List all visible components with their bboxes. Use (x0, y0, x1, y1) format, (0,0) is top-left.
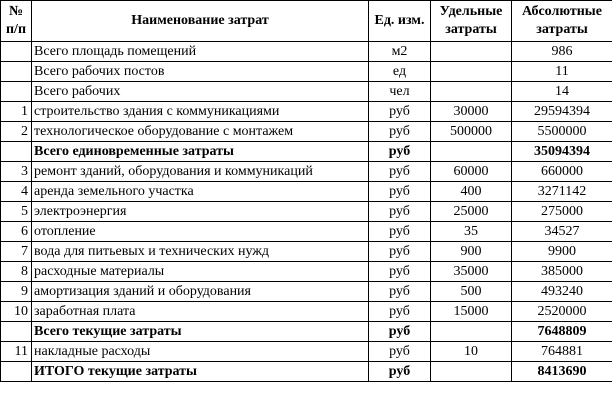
cell-specific: 30000 (431, 102, 512, 122)
cell-unit: руб (369, 262, 431, 282)
header-specific: Удельные затраты (431, 1, 512, 42)
cell-name: заработная плата (32, 302, 369, 322)
cell-num: 4 (1, 182, 32, 202)
cell-num (1, 362, 32, 382)
cell-num: 1 (1, 102, 32, 122)
cell-unit: м2 (369, 42, 431, 62)
cell-specific (431, 82, 512, 102)
cell-num: 5 (1, 202, 32, 222)
cell-absolute: 660000 (512, 162, 612, 182)
cell-name: амортизация зданий и оборудования (32, 282, 369, 302)
table-row (1, 282, 612, 302)
cell-absolute: 3271142 (512, 182, 612, 202)
table-row (1, 102, 612, 122)
cell-absolute: 764881 (512, 342, 612, 362)
cell-specific: 500 (431, 282, 512, 302)
table-row (1, 242, 612, 262)
cell-num (1, 322, 32, 342)
cell-specific: 15000 (431, 302, 512, 322)
cell-absolute: 34527 (512, 222, 612, 242)
table-row (1, 202, 612, 222)
cell-name: строительство здания с коммуникациями (32, 102, 369, 122)
cell-absolute: 29594394 (512, 102, 612, 122)
cell-absolute: 385000 (512, 262, 612, 282)
cell-absolute: 14 (512, 82, 612, 102)
cell-absolute: 2520000 (512, 302, 612, 322)
cell-unit: руб (369, 282, 431, 302)
cell-name: ремонт зданий, оборудования и коммуникаций (32, 162, 369, 182)
cell-num: 7 (1, 242, 32, 262)
cell-unit: руб (369, 122, 431, 142)
cell-name: Всего единовременные затраты (32, 142, 369, 162)
cell-unit: руб (369, 302, 431, 322)
header-unit: Ед. изм. (369, 1, 431, 42)
table-row (1, 362, 612, 382)
header-absolute: Абсолютные затраты (512, 1, 612, 42)
cell-absolute: 9900 (512, 242, 612, 262)
cell-absolute: 8413690 (512, 362, 612, 382)
table-row (1, 322, 612, 342)
cell-num: 10 (1, 302, 32, 322)
cell-unit: руб (369, 322, 431, 342)
cell-num: 6 (1, 222, 32, 242)
cell-unit: руб (369, 342, 431, 362)
cell-unit: руб (369, 162, 431, 182)
cell-specific (431, 62, 512, 82)
cell-name: ИТОГО текущие затраты (32, 362, 369, 382)
cell-absolute: 11 (512, 62, 612, 82)
cell-unit: руб (369, 202, 431, 222)
cell-unit: руб (369, 142, 431, 162)
header-name: Наименование затрат (32, 1, 369, 42)
table-row (1, 342, 612, 362)
cell-name: Всего рабочих постов (32, 62, 369, 82)
cell-specific: 900 (431, 242, 512, 262)
table-row (1, 302, 612, 322)
cell-num: 3 (1, 162, 32, 182)
cell-absolute: 7648809 (512, 322, 612, 342)
cell-absolute: 275000 (512, 202, 612, 222)
table-row (1, 42, 612, 62)
cell-name: Всего площадь помещений (32, 42, 369, 62)
cell-absolute: 986 (512, 42, 612, 62)
cell-name: технологическое оборудование с монтажем (32, 122, 369, 142)
cell-name: Всего рабочих (32, 82, 369, 102)
cell-specific (431, 142, 512, 162)
table-row (1, 262, 612, 282)
cell-num: 8 (1, 262, 32, 282)
cell-unit: руб (369, 362, 431, 382)
cell-num: 9 (1, 282, 32, 302)
table-row (1, 82, 612, 102)
cell-name: отопление (32, 222, 369, 242)
cell-num: 2 (1, 122, 32, 142)
table-header-row (1, 1, 612, 42)
header-num: № п/п (1, 1, 32, 42)
cell-specific: 400 (431, 182, 512, 202)
cell-num: 11 (1, 342, 32, 362)
cell-specific: 35000 (431, 262, 512, 282)
cell-specific (431, 322, 512, 342)
cell-absolute: 35094394 (512, 142, 612, 162)
cell-specific: 10 (431, 342, 512, 362)
table-row (1, 162, 612, 182)
cell-name: аренда земельного участка (32, 182, 369, 202)
table-row (1, 122, 612, 142)
cell-specific: 500000 (431, 122, 512, 142)
cell-name: электроэнергия (32, 202, 369, 222)
cell-specific (431, 42, 512, 62)
cell-specific: 25000 (431, 202, 512, 222)
cell-unit: ед (369, 62, 431, 82)
table-row (1, 182, 612, 202)
cell-num (1, 142, 32, 162)
cell-num (1, 62, 32, 82)
cell-specific (431, 362, 512, 382)
table-row (1, 62, 612, 82)
cell-absolute: 5500000 (512, 122, 612, 142)
cell-unit: руб (369, 102, 431, 122)
cell-name: Всего текущие затраты (32, 322, 369, 342)
cell-specific: 35 (431, 222, 512, 242)
cell-specific: 60000 (431, 162, 512, 182)
cell-unit: руб (369, 182, 431, 202)
cell-num (1, 82, 32, 102)
cell-absolute: 493240 (512, 282, 612, 302)
cell-name: расходные материалы (32, 262, 369, 282)
cell-name: накладные расходы (32, 342, 369, 362)
cell-unit: руб (369, 242, 431, 262)
table-row (1, 222, 612, 242)
cell-unit: руб (369, 222, 431, 242)
cell-num (1, 42, 32, 62)
cell-name: вода для питьевых и технических нужд (32, 242, 369, 262)
cell-unit: чел (369, 82, 431, 102)
table-row (1, 142, 612, 162)
